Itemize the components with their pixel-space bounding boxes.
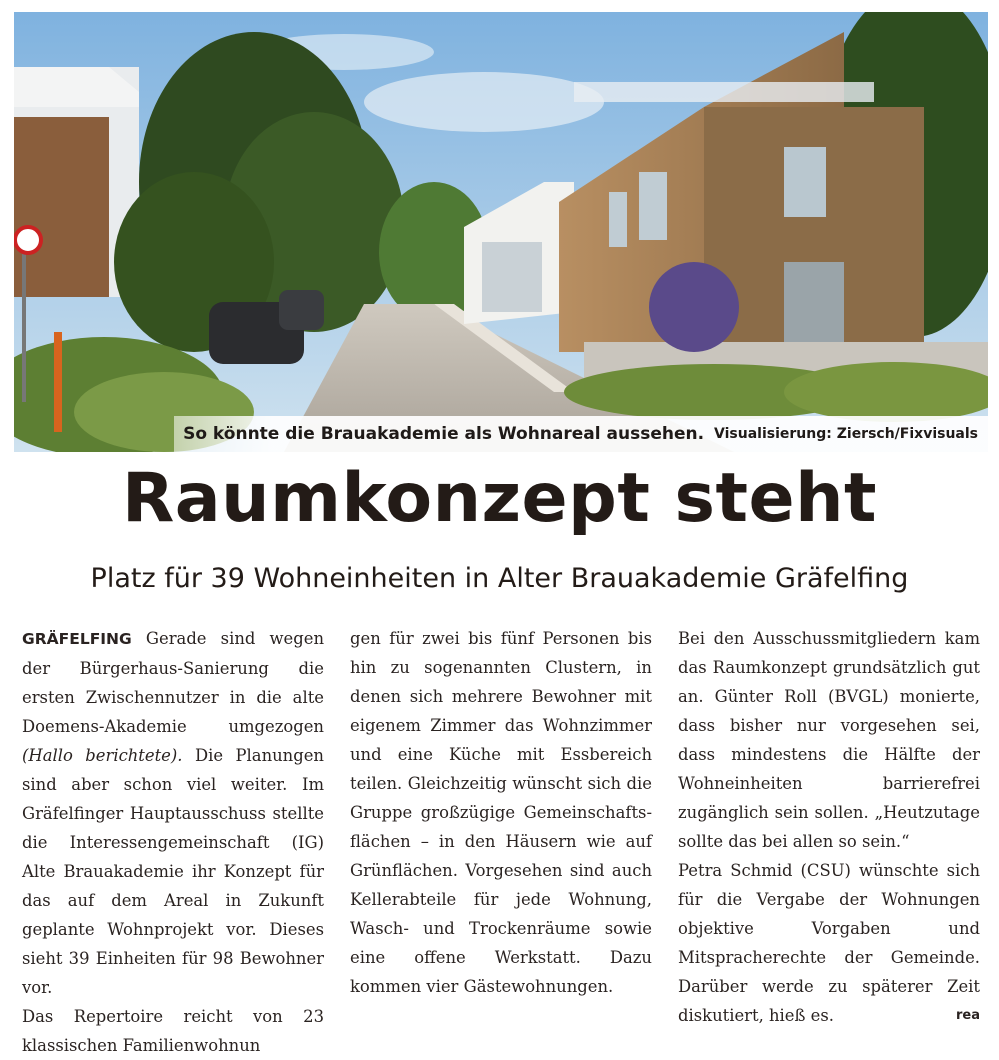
photo-credit: Visualisierung: Ziersch/Fixvisuals (714, 426, 978, 442)
article-column-1 (22, 624, 324, 1060)
paragraph-1-text-b: Die Planungen sind aber schon viel weiter. Im Gräfelfinger Hauptausschuss stellte die Interessengemeinschaft (IG) Alte Brauakademie ihr Konzept für das auf dem Areal in Zukunft geplante Wohnprojekt vor. Dieses sieht 39 Einheiten für 98 Bewohner vor. (22, 746, 324, 997)
paragraph-1-text-a: Gerade sind wegen der Bürgerhaus-Sanierung die ersten Zwischennutzer in die alte Doemens-Akademie umgezogen (22, 629, 324, 736)
cross-reference: (Hallo berichtete). (22, 746, 183, 765)
photo-caption-bar (174, 416, 988, 452)
article-column-3 (678, 624, 980, 1030)
paragraph-3: Bei den Ausschussmitgliedern kam das Raumkonzept grundsätzlich gut an. Günter Roll (BVGL) monierte, dass bisher nur vorgesehen sei, dass mindestens die Hälfte der Wohneinheiten barrierefrei zugänglich sein sollen. „Heutzutage sollte das bei allen so sein.“ (678, 629, 980, 851)
paragraph-2-continued: gen für zwei bis fünf Personen bis hin zu sogenannten Clustern, in denen sich mehrere Bewohner mit eigenem Zimmer das Wohnzimmer und eine Küche mit Essbereich teilen. Gleichzeitig wünscht sich die Gruppe großzügige Gemeinschaftsflächen – in den Häusern wie auf Grünflächen. Vorgesehen sind auch Kellerabteile für jede Wohnung, Wasch- und Trockenräume sowie eine offene Werkstatt. Dazu kommen vier Gästewohnungen. (350, 629, 652, 996)
article-column-2 (350, 624, 652, 1001)
paragraph-1 (22, 624, 324, 1002)
author-initials: rea (955, 1008, 980, 1023)
photo-caption: So könnte die Brauakademie als Wohnareal aussehen. (183, 424, 705, 444)
article-photo (14, 12, 988, 452)
article-headline: Raumkonzept steht (121, 459, 878, 538)
paragraph-4 (678, 856, 980, 1030)
paragraph-4-text: Petra Schmid (CSU) wünschte sich für die Vergabe der Wohnungen objektive Vorgaben und Mitspracherechte der Gemeinde. Darüber werde zu späterer Zeit diskutiert, hieß es. (678, 861, 980, 1025)
article-subheadline: Platz für 39 Wohneinheiten in Alter Brauakademie Gräfelfing (90, 563, 909, 594)
dateline: GRÄFELFING (22, 630, 132, 648)
housing-visualization-image (14, 12, 988, 452)
paragraph-2: Das Repertoire reicht von 23 klassischen Familienwohnun (22, 1007, 324, 1055)
